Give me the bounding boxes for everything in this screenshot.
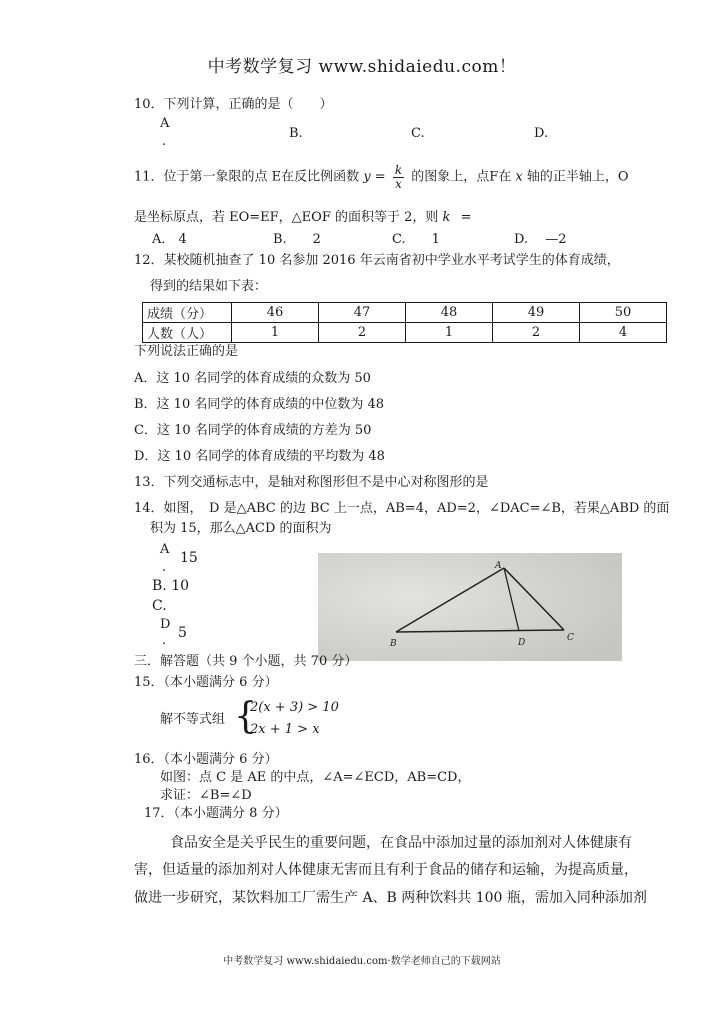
section3-title: 三．解答题（共 9 个小题，共 70 分） [134, 654, 358, 669]
q10-option-a-label: A [160, 116, 170, 131]
q12-option-a: A．这 10 名同学的体育成绩的众数为 50 [134, 371, 371, 386]
q16-line1: 如图：点 C 是 AE 的中点，∠A=∠ECD，AB=CD， [160, 770, 471, 785]
q15-inequality-1: 2(x + 3) > 10 [250, 700, 339, 715]
q11-stem-line1 [134, 164, 629, 191]
q11-option-c: C. 1 [392, 232, 440, 247]
q11-k-var: k [442, 210, 451, 225]
q10-option-b-label: B. [289, 126, 303, 141]
q12-stem-line1: 12．某校随机抽查了 10 名参加 2016 年云南省初中学业水平考试学生的体育成绩， [134, 253, 620, 268]
q15-stem: 15．（本小题满分 6 分） [134, 675, 278, 690]
q15-prompt: 解不等式组 [160, 712, 226, 727]
vertex-label-c: C [567, 633, 574, 643]
q12-option-b: B．这 10 名同学的体育成绩的中位数为 48 [134, 397, 385, 412]
q12-prompt: 下列说法正确的是 [134, 344, 239, 359]
q14-option-b: B. 10 [152, 578, 190, 594]
q16-stem: 16．（本小题满分 6 分） [134, 752, 278, 767]
vertex-label-a: A [495, 561, 502, 571]
q14-option-d-value: 5 [178, 625, 187, 641]
q17-para-line3: 做进一步研究，某饮料加工厂需生产 A、B 两种饮料共 100 瓶，需加入同种添加剂 [134, 890, 647, 906]
q11-option-d: D. —2 [514, 232, 567, 247]
photo-background [318, 553, 622, 661]
table-cell: 4 [580, 323, 667, 343]
q11-func-lhs: y = [363, 169, 386, 185]
page-header: 中考数学复习 www.shidaiedu.com！ [207, 57, 517, 77]
score-table [142, 302, 667, 343]
q10-option-c-label: C. [411, 126, 425, 141]
q11-stem-part2: 的图象上，点F在 [411, 169, 512, 185]
table-cell: 46 [232, 303, 319, 323]
q10-option-a-dot: . [162, 134, 167, 149]
q14-option-a-dot: . [162, 560, 167, 575]
triangle-diagram [318, 553, 622, 661]
q13-stem: 13．下列交通标志中，是轴对称图形但不是中心对称图形的是 [134, 475, 489, 490]
table-cell: 1 [406, 323, 493, 343]
q11-frac-den: x [395, 177, 402, 191]
q12-option-c: C．这 10 名同学的体育成绩的方差为 50 [134, 423, 372, 438]
q11-option-b: B. 2 [273, 232, 321, 247]
q11-fraction [393, 164, 404, 191]
q16-line2: 求证：∠B=∠D [160, 788, 252, 803]
vertex-label-d: D [518, 638, 526, 648]
q11-line2-text: 是坐标原点，若 EO=EF，△EOF 的面积等于 2，则 [134, 210, 439, 225]
q14-option-c: C. [152, 598, 167, 614]
q17-para-line2: 害，但适量的添加剂对人体健康无害而且有利于食品的储存和运输，为提高质量， [134, 862, 638, 878]
q14-stem-line1: 14．如图， D 是△ABC 的边 BC 上一点，AB=4，AD=2，∠DAC=∠B，若果△ABD 的面 [134, 501, 670, 516]
q17-stem: 17．（本小题满分 8 分） [144, 806, 288, 821]
q11-frac-num: k [394, 163, 403, 177]
q14-option-a-value: 15 [180, 550, 198, 566]
triangle-figure [318, 553, 622, 661]
q11-stem-part3: 轴的正半轴上，O [526, 169, 629, 185]
q12-option-d: D．这 10 名同学的体育成绩的平均数为 48 [134, 449, 385, 464]
vertex-label-b: B [390, 639, 397, 649]
q11-stem-line2 [134, 210, 471, 226]
q10-option-d-label: D. [534, 126, 549, 141]
q15-brace: { [234, 696, 257, 737]
q11-x-var: x [515, 169, 523, 185]
q11-option-a: A． 4 [152, 232, 187, 247]
q11-eq: = [460, 210, 472, 225]
q15-inequality-2: 2x + 1 > x [250, 722, 320, 737]
q14-option-d-label: D [160, 617, 171, 632]
table-cell: 2 [319, 323, 406, 343]
table-row-label: 人数（人） [143, 323, 232, 343]
q14-option-d-dot: . [162, 633, 167, 648]
table-cell: 49 [493, 303, 580, 323]
table-cell: 50 [580, 303, 667, 323]
q14-option-a-label: A [160, 542, 170, 557]
q12-stem-line2: 得到的结果如下表： [150, 279, 268, 294]
table-row [143, 303, 667, 323]
q17-para-line1: 食品安全是关乎民生的重要问题，在食品中添加过量的添加剂对人体健康有 [170, 835, 632, 851]
table-cell: 48 [406, 303, 493, 323]
q10-stem: 10．下列计算，正确的是（ ） [134, 97, 333, 112]
table-cell: 1 [232, 323, 319, 343]
table-row [143, 323, 667, 343]
q11-stem-part1: 11．位于第一象限的点 E在反比例函数 [134, 169, 360, 185]
table-cell: 47 [319, 303, 406, 323]
table-row-label: 成绩（分） [143, 303, 232, 323]
table-cell: 2 [493, 323, 580, 343]
page-footer: 中考数学复习 www.shidaiedu.com·数学老师自己的下载网站 [223, 956, 501, 967]
q14-stem-line2: 积为 15，那么△ACD 的面积为 [150, 521, 332, 536]
